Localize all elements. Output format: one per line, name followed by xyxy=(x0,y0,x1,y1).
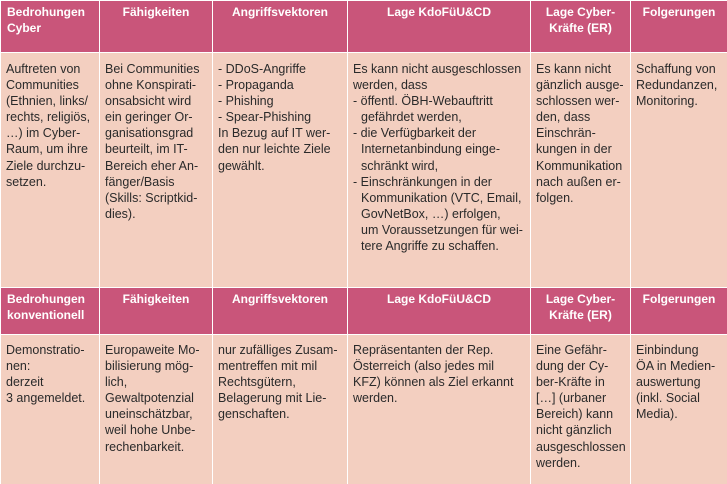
header-conclusions-2 xyxy=(631,288,727,335)
cell-text-line: Es kann nicht xyxy=(536,62,612,76)
cell-text-line: Lage Cyber- xyxy=(545,5,616,19)
cell-text-line: GovNetBox, …) erfolgen, xyxy=(361,206,501,221)
cell-text-line: Redundanzen, xyxy=(636,78,718,93)
cell-text-line: Demonstratio- xyxy=(6,343,85,357)
cell-text-line: fänger/Basis xyxy=(105,174,175,189)
cell-text-line: Folgerungen xyxy=(642,5,716,19)
header-situation-kdofuu-2 xyxy=(348,288,531,335)
cell-text-line: …) im Cyber- xyxy=(6,126,81,141)
cell-text-line: werden. xyxy=(536,455,581,470)
header-situation-cyber-forces-2 xyxy=(531,288,631,335)
cell-text-line: Rechtsgütern, xyxy=(218,375,296,390)
cell-situation-kdofuu-conventional xyxy=(348,335,531,484)
cell-text-line: nicht gänzlich xyxy=(536,423,612,438)
cell-text-line: beurteilt, im IT- xyxy=(105,142,188,157)
cell-text-line: Eine Gefähr- xyxy=(536,343,607,357)
cell-text-line: Angriffsvektoren xyxy=(231,5,329,19)
cell-text-line: (Ethnien, links/ xyxy=(6,94,88,109)
cell-text-line: gefährdet werden, xyxy=(361,110,462,125)
cell-text-line: dies). xyxy=(105,206,136,221)
table-row-conventional xyxy=(1,335,727,484)
cell-situation-cyber-forces-cyber xyxy=(531,53,631,288)
cell-text-line: nen: xyxy=(6,359,31,374)
cell-conclusions-conventional xyxy=(631,335,727,484)
cell-text-line: den, dass xyxy=(536,110,591,125)
header-conclusions xyxy=(631,1,727,53)
cell-text-line: ganisationsgrad xyxy=(105,126,194,141)
cell-text-line: Raum, um ihre xyxy=(6,142,88,157)
header-capabilities-2 xyxy=(100,288,213,335)
header-threat-cyber xyxy=(1,1,100,53)
cell-text-line: mentreffen mit mil xyxy=(218,359,318,374)
cell-text-line: Bedrohungen xyxy=(7,292,85,306)
cell-text-line: Lage KdoFüU&CD xyxy=(387,5,491,19)
cell-text-line: - die Verfügbarkeit der xyxy=(353,126,476,141)
cell-text-line: folgen. xyxy=(536,190,574,205)
cell-text-line: Bedrohungen xyxy=(7,5,85,19)
cell-text-line: lich, xyxy=(105,375,128,390)
cell-text-line: um Voraussetzungen für wei- xyxy=(361,222,523,237)
cell-text-line: uneinschätzbar, xyxy=(105,407,193,422)
cell-text-line: Schaffung von xyxy=(636,62,716,76)
cell-text-line: tere Angriffe zu schaffen. xyxy=(361,239,499,254)
cell-text-line: ber-Kräfte in xyxy=(536,375,605,390)
cell-text-line: weil hohe Unbe- xyxy=(105,423,196,438)
cell-text-line: Bei Communities xyxy=(105,62,200,76)
cell-text-line: nur zufälliges Zusam- xyxy=(218,343,338,357)
table-row-cyber xyxy=(1,53,727,288)
header-capabilities xyxy=(100,1,213,53)
cell-text-line: schlossen wer- xyxy=(536,94,620,109)
cell-text-line: bilisierung mög- xyxy=(105,359,194,374)
cell-text-line: - DDoS-Angriffe xyxy=(218,62,306,76)
cell-text-line: Österreich (also jedes mil xyxy=(353,359,495,374)
cell-text-line: konventionell xyxy=(7,308,85,322)
cell-text-line: - Propaganda xyxy=(218,78,294,93)
header-attack-vectors-2 xyxy=(213,288,348,335)
cell-text-line: ÖA in Medien- xyxy=(636,359,716,374)
cell-text-line: werden, dass xyxy=(353,78,428,93)
cell-text-line: rechenbarkeit. xyxy=(105,439,185,454)
cell-text-line: Cyber xyxy=(7,21,42,35)
cell-text-line: gewählt. xyxy=(218,158,265,173)
cell-text-line: Bereich) kann xyxy=(536,407,614,422)
cell-text-line: genschaften. xyxy=(218,407,290,422)
cell-text-line: Internetanbindung einge- xyxy=(361,142,501,157)
header-row-cyber xyxy=(1,1,727,53)
cell-text-line: gänzlich ausge- xyxy=(536,78,624,93)
cell-text-line: rechts, religiös, xyxy=(6,110,91,125)
cell-text-line: KFZ) können als Ziel erkannt xyxy=(353,375,514,390)
cell-text-line: Communities xyxy=(6,78,79,93)
header-attack-vectors xyxy=(213,1,348,53)
cell-text-line: dung der Cy- xyxy=(536,359,609,374)
cell-text-line: Media). xyxy=(636,407,678,422)
cell-text-line: Gewaltpotenzial xyxy=(105,391,194,406)
cell-text-line: Auftreten von xyxy=(6,62,81,76)
cell-capabilities-conventional xyxy=(100,335,213,484)
header-situation-cyber-forces xyxy=(531,1,631,53)
cell-text-line: Fähigkeiten xyxy=(122,292,190,306)
cell-text-line: Kommunikation xyxy=(536,158,623,173)
cell-situation-cyber-forces-conventional xyxy=(531,335,631,484)
cell-text-line: Kräfte (ER) xyxy=(549,308,612,322)
cell-text-line: Einschrän- xyxy=(536,126,596,141)
cell-text-line: Repräsentanten der Rep. xyxy=(353,343,494,357)
cell-text-line: schränkt wird, xyxy=(361,158,439,173)
cell-text-line: Kommunikation (VTC, Email, xyxy=(361,190,522,205)
cell-text-line: derzeit xyxy=(6,375,44,390)
cell-text-line: Es kann nicht ausgeschlossen xyxy=(353,62,522,76)
cell-text-line: Lage Cyber- xyxy=(545,292,616,306)
cell-text-line: - Phishing xyxy=(218,94,274,109)
cell-threat-conventional xyxy=(1,335,100,484)
cell-threat-cyber xyxy=(1,53,100,288)
cell-text-line: - öffentl. ÖBH-Webauftritt xyxy=(353,94,493,109)
cell-attack-vectors-cyber xyxy=(213,53,348,288)
cell-text-line: kungen in der xyxy=(536,142,612,157)
cell-text-line: Folgerungen xyxy=(642,292,716,306)
cell-text-line: (Skills: Scriptkid- xyxy=(105,190,198,205)
cell-text-line: Monitoring. xyxy=(636,94,698,109)
cell-capabilities-cyber xyxy=(100,53,213,288)
cell-text-line: - Spear-Phishing xyxy=(218,110,312,125)
cell-text-line: setzen. xyxy=(6,174,47,189)
header-situation-kdofuu xyxy=(348,1,531,53)
cell-text-line: auswertung xyxy=(636,375,701,390)
cell-text-line: ausgeschlossen xyxy=(536,439,626,454)
cell-text-line: ein geringer Or- xyxy=(105,110,193,125)
cell-text-line: onsabsicht wird xyxy=(105,94,192,109)
cell-situation-kdofuu-cyber xyxy=(348,53,531,288)
cell-text-line: Fähigkeiten xyxy=(122,5,190,19)
cell-text-line: Ziele durchzu- xyxy=(6,158,86,173)
cell-text-line: […] (urbaner xyxy=(536,391,607,406)
cell-text-line: ohne Konspirati- xyxy=(105,78,197,93)
cell-text-line: Belagerung mit Lie- xyxy=(218,391,327,406)
cell-text-line: (inkl. Social xyxy=(636,391,700,406)
header-row-conventional xyxy=(1,288,727,335)
cell-attack-vectors-conventional xyxy=(213,335,348,484)
cell-text-line: 3 angemeldet. xyxy=(6,391,86,406)
cell-text-line: In Bezug auf IT wer- xyxy=(218,126,331,141)
cell-text-line: nach außen er- xyxy=(536,174,621,189)
cell-text-line: Kräfte (ER) xyxy=(549,21,612,35)
cell-text-line: Europaweite Mo- xyxy=(105,343,200,357)
cell-text-line: Lage KdoFüU&CD xyxy=(387,292,491,306)
cell-text-line: den nur leichte Ziele xyxy=(218,142,331,157)
cell-text-line: Einbindung xyxy=(636,343,699,357)
cell-text-line: Bereich eher An- xyxy=(105,158,199,173)
cell-conclusions-cyber xyxy=(631,53,727,288)
cell-text-line: Angriffsvektoren xyxy=(231,292,329,306)
cell-text-line: - Einschränkungen in der xyxy=(353,174,492,189)
header-threat-conventional xyxy=(1,288,100,335)
cell-text-line: werden. xyxy=(353,391,398,406)
